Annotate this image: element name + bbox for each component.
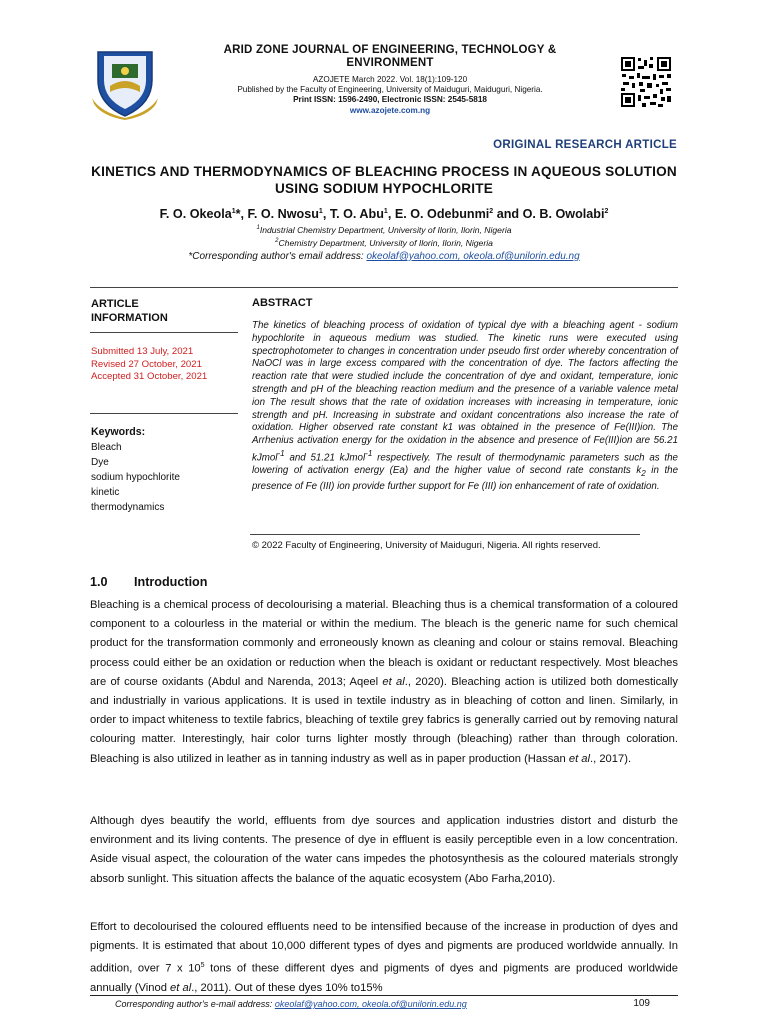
- keyword-item: Dye: [91, 457, 109, 468]
- author: T. O. Abu$^1$,: [329, 207, 395, 221]
- article-info-divider: [90, 332, 238, 333]
- journal-title: ARID ZONE JOURNAL OF ENGINEERING, TECHNOLOGY & ENVIRONMENT: [223, 44, 557, 69]
- body-paragraph-3: Effort to decolourised the coloured effluents need to be intensified because of the increase in production of dyes and pigments. It is estimated that about 10,000 different types of dyes and pigments are produced worldwide annually. In addition, over 7 x $10^5$ tons of these different dyes and pigments of dyes and pigments are produced worldwide annually (Vinod et al., 2011). Out of these dyes 10% to15%: [90, 921, 678, 995]
- footer-label: Corresponding author's e-mail address:: [115, 999, 273, 1009]
- page-number: 109: [633, 998, 650, 1009]
- author-list: [88, 207, 680, 221]
- article-info-heading: ARTICLE INFORMATION: [91, 298, 168, 324]
- affiliation-2: $^2$Chemistry Department, University of Ilorin, Ilorin, Nigeria: [275, 237, 493, 248]
- corresponding-author: [88, 251, 680, 262]
- body-paragraph-1: Bleaching is a chemical process of decolourising a material. Bleaching thus is a chemical transformation of a coloured component to a colourless in the material or within the medium. The bleach is the generic name for such chemical product for the transformation commonly and erroneously known as cleaning and colour or stains removal. Bleaching process could either be an oxidation or reduction when the bleach is oxidant or reductant respectively. Most bleaches are of course oxidants (Abdul and Narenda, 2013; Aqeel et al., 2020). Bleaching action is utilized both domestically and industrially in various applications. It is used in textile industry as in bleaching of cotton and linen. Similarly, in order to impact whiteness to textile fabrics, bleaching of textile grey fabrics is generally carried out by removing natural colouring matter. Interestingly, hair color turns lighter mostly through (bleaching) rather than through coloration. Bleaching is also utilized in leather as in tanning industry as well as in paper production (Hassan et al., 2017).: [90, 599, 678, 765]
- university-crest-logo: [90, 46, 160, 120]
- accepted-date: Accepted 31 October, 2021: [91, 371, 208, 382]
- footer-email-link[interactable]: okeolaf@yahoo.com, okeola.of@unilorin.edu.ng: [274, 999, 467, 1009]
- keyword-item: kinetic: [91, 487, 120, 498]
- author: F. O. Nwosu$^1$,: [247, 207, 330, 221]
- dates-divider: [90, 413, 238, 414]
- section-heading-introduction: 1.0 Introduction: [90, 575, 208, 589]
- journal-meta: [180, 75, 600, 116]
- body-paragraph-2: Although dyes beautify the world, effluents from dye sources and application industries distort and disturb the environment and its living contents. The presence of dye in effluent is easily perceptible even in a low concentration. Aside visual aspect, the colouration of the water cans impedes the photosynthesis as the coloured materials strongly absorb sunlight. This situation affects the balance of the aquatic ecosystem (Abo Farha,2010).: [90, 815, 678, 885]
- keyword-list: [91, 440, 180, 515]
- journal-citation: AZOJETE March 2022. Vol. 18(1):109-120: [312, 75, 468, 84]
- article-dates: [91, 346, 207, 384]
- abstract-divider: [250, 534, 640, 535]
- keywords-heading: Keywords:: [91, 426, 146, 438]
- article-type-label: ORIGINAL RESEARCH ARTICLE: [493, 139, 677, 151]
- abstract-heading: ABSTRACT: [252, 297, 313, 309]
- author: O. B. Owolabi$^2$: [522, 207, 609, 221]
- keyword-item: thermodynamics: [91, 502, 165, 513]
- author: F. O. Okeola$^1$*,: [159, 207, 248, 221]
- journal-website-link[interactable]: www.azojete.com.ng: [349, 105, 431, 115]
- footer-divider: [90, 995, 678, 996]
- affiliations: [88, 223, 680, 249]
- corresponding-label: *Corresponding author's email address:: [188, 251, 364, 262]
- abstract-text: The kinetics of bleaching process of oxidation of typical dye with a bleaching agent - sodium hypochlorite in aqueous medium was studied. The kinetic runs were executed using spectrophotometer to changes in concentration under pseudo first order whereby concentration of NaOCl was in large excess compared with the concentration of dye. The factors affecting the reaction rate that were studied include the concentration of dye and oxidant, temperature, ionic strength and pH of the bleaching reaction medium and the presence of a variable valence metal ion The result shows that the rate of oxidation increases with increasing in temperature, ionic strength and pH. Increasing in substrate and oxidant concentrations also increase the rate of oxidation. Higher observed rate constant k1 was obtained in the presence of Fe(III)ion. The Arrhenius activation energy for the oxidation in the absence and presence of Fe(III)ion are 56.21 kJmol$^{-1}$ and 51.21 kJmol$^{-1}$ respectively. The result of thermodynamic parameters such as the lowering of activation energy (Ea) and the higher value of second rate constants $k_2$ in the presence of Fe (III) ion provide further support for Fe (III) ion enhancement of rate of oxidation.: [252, 320, 678, 492]
- keyword-item: sodium hypochlorite: [91, 472, 180, 483]
- qr-code-icon: [620, 56, 672, 108]
- affiliation-1: $^1$Industrial Chemistry Department, University of Ilorin, Ilorin, Nigeria: [256, 224, 512, 235]
- copyright-notice: © 2022 Faculty of Engineering, University of Maiduguri, Nigeria. All rights reserved.: [252, 540, 601, 551]
- paper-title: KINETICS AND THERMODYNAMICS OF BLEACHING PROCESS IN AQUEOUS SOLUTION USING SODIUM HYPOCHLORITE: [91, 164, 677, 196]
- header-divider: [90, 287, 678, 288]
- journal-issn: Print ISSN: 1596-2490, Electronic ISSN: 2545-5818: [293, 95, 487, 105]
- keyword-item: Bleach: [91, 442, 122, 453]
- submitted-date: Submitted 13 July, 2021: [91, 346, 194, 357]
- corresponding-email-link[interactable]: okeolaf@yahoo.com, okeola.of@unilorin.edu.ng: [366, 251, 580, 262]
- journal-publisher: Published by the Faculty of Engineering, University of Maiduguri, Maiduguri, Nigeria.: [237, 85, 543, 95]
- footer-corresponding: [115, 999, 467, 1009]
- revised-date: Revised 27 October, 2021: [91, 358, 202, 370]
- author: E. O. Odebunmi$^2$ and: [394, 207, 523, 221]
